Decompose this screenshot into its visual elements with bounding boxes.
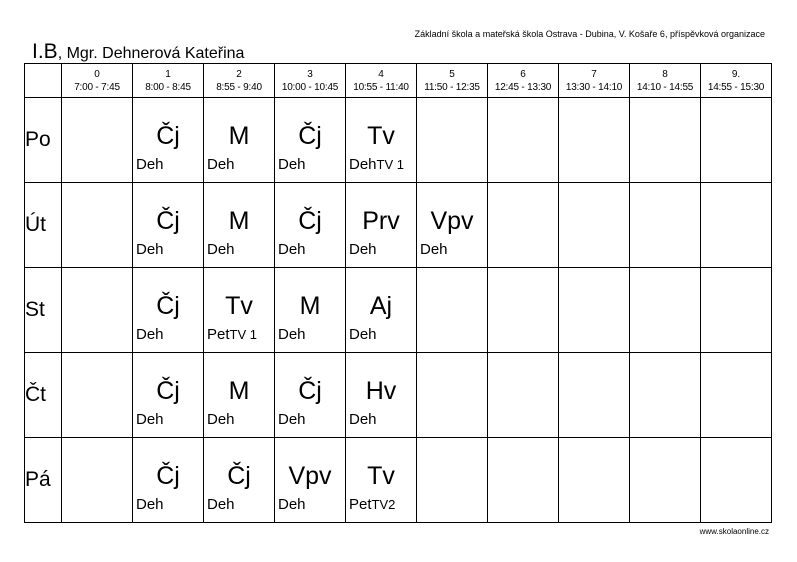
day-label: Pá [25, 438, 62, 523]
lesson-teacher: Deh [136, 411, 164, 428]
period-time: 7:00 - 7:45 [74, 81, 120, 93]
lesson-teacher: Deh [349, 156, 377, 173]
empty-cell [62, 98, 133, 183]
lesson-room: TV 1 [229, 327, 257, 342]
lesson-subject: Čj [227, 462, 251, 490]
lesson-cell [346, 268, 417, 353]
day-label: St [25, 268, 62, 353]
lesson-teacher: Deh [136, 156, 164, 173]
period-header [630, 64, 701, 98]
lesson-subject: Tv [225, 292, 253, 320]
day-row [25, 268, 772, 353]
lesson-teacher: Deh [278, 411, 306, 428]
class-name: I.B [32, 40, 58, 63]
period-header [701, 64, 772, 98]
empty-cell [62, 353, 133, 438]
lesson-cell [204, 438, 275, 523]
empty-cell [417, 353, 488, 438]
lesson-teacher-room [136, 411, 164, 429]
lesson-subject: Aj [369, 292, 393, 320]
lesson-cell [204, 353, 275, 438]
period-number: 7 [591, 68, 597, 80]
empty-cell [488, 438, 559, 523]
lesson-teacher-room [207, 326, 257, 344]
lesson-cell [275, 438, 346, 523]
lesson-teacher: Deh [278, 326, 306, 343]
lesson-subject: Čj [156, 462, 180, 490]
lesson-subject: Čj [298, 122, 322, 150]
period-header [488, 64, 559, 98]
empty-cell [62, 183, 133, 268]
empty-cell [417, 98, 488, 183]
lesson-teacher-room [349, 326, 377, 344]
day-label: Čt [25, 353, 62, 438]
lesson-teacher-room [349, 411, 377, 429]
lesson-subject: M [228, 207, 250, 235]
lesson-cell [133, 183, 204, 268]
lesson-teacher-room [207, 241, 235, 259]
lesson-teacher: Deh [136, 496, 164, 513]
lesson-teacher-room [136, 241, 164, 259]
day-row [25, 183, 772, 268]
empty-cell [630, 268, 701, 353]
period-header [204, 64, 275, 98]
empty-cell [701, 183, 772, 268]
empty-cell [488, 183, 559, 268]
lesson-cell [133, 98, 204, 183]
lesson-teacher: Deh [136, 326, 164, 343]
lesson-subject: Čj [156, 377, 180, 405]
period-number: 6 [520, 68, 526, 80]
day-label: Po [25, 98, 62, 183]
empty-cell [62, 268, 133, 353]
lesson-teacher-room [207, 411, 235, 429]
lesson-subject: M [299, 292, 321, 320]
period-time: 10:00 - 10:45 [281, 81, 339, 93]
period-header [275, 64, 346, 98]
empty-cell [630, 353, 701, 438]
day-row [25, 438, 772, 523]
lesson-teacher-room [207, 496, 235, 514]
lesson-cell [346, 183, 417, 268]
empty-cell [559, 438, 630, 523]
lesson-cell [204, 98, 275, 183]
lesson-subject: Čj [156, 292, 180, 320]
lesson-cell [275, 268, 346, 353]
lesson-subject: Čj [156, 122, 180, 150]
lesson-teacher-room [420, 241, 448, 259]
period-time: 13:30 - 14:10 [565, 81, 623, 93]
empty-cell [488, 98, 559, 183]
lesson-subject: Vpv [288, 462, 332, 490]
lesson-subject: Prv [362, 207, 400, 235]
empty-cell [417, 438, 488, 523]
period-number: 4 [378, 68, 384, 80]
empty-cell [630, 183, 701, 268]
day-row [25, 98, 772, 183]
empty-cell [701, 268, 772, 353]
period-header [346, 64, 417, 98]
lesson-cell [133, 268, 204, 353]
lesson-cell [346, 438, 417, 523]
lesson-teacher-room [278, 496, 306, 514]
period-time: 10:55 - 11:40 [353, 81, 409, 93]
lesson-cell [346, 353, 417, 438]
footer-url: www.skolaonline.cz [699, 527, 769, 536]
lesson-teacher: Deh [349, 326, 377, 343]
empty-cell [630, 438, 701, 523]
lesson-subject: Tv [367, 122, 395, 150]
lesson-cell [275, 353, 346, 438]
period-header [62, 64, 133, 98]
lesson-cell [204, 268, 275, 353]
period-header [559, 64, 630, 98]
lesson-teacher: Deh [349, 411, 377, 428]
lesson-room: TV 1 [376, 157, 404, 172]
lesson-teacher: Deh [420, 241, 448, 258]
period-time: 14:55 - 15:30 [707, 81, 765, 93]
corner-cell [25, 64, 62, 98]
timetable-heading [32, 40, 244, 64]
lesson-teacher-room [278, 326, 306, 344]
period-header [133, 64, 204, 98]
day-label: Út [25, 183, 62, 268]
lesson-teacher-room [349, 496, 395, 514]
lesson-cell [275, 98, 346, 183]
empty-cell [701, 98, 772, 183]
empty-cell [630, 98, 701, 183]
period-number: 1 [165, 68, 171, 80]
lesson-cell [275, 183, 346, 268]
lesson-cell [417, 183, 488, 268]
empty-cell [62, 438, 133, 523]
class-teacher: , Mgr. Dehnerová Kateřina [57, 45, 245, 62]
empty-cell [559, 268, 630, 353]
lesson-subject: Hv [365, 377, 397, 405]
lesson-teacher: Deh [136, 241, 164, 258]
lesson-teacher: Deh [349, 241, 377, 258]
lesson-cell [133, 353, 204, 438]
empty-cell [417, 268, 488, 353]
lesson-teacher: Deh [278, 496, 306, 513]
empty-cell [488, 353, 559, 438]
lesson-subject: Čj [298, 377, 322, 405]
empty-cell [559, 98, 630, 183]
empty-cell [559, 183, 630, 268]
lesson-teacher: Deh [207, 411, 235, 428]
lesson-teacher: Deh [207, 241, 235, 258]
lesson-teacher: Deh [278, 241, 306, 258]
lesson-teacher-room [136, 156, 164, 174]
lesson-teacher-room [278, 241, 306, 259]
period-time: 14:10 - 14:55 [636, 81, 694, 93]
lesson-teacher-room [278, 411, 306, 429]
lesson-cell [204, 183, 275, 268]
empty-cell [559, 353, 630, 438]
empty-cell [701, 438, 772, 523]
period-header [417, 64, 488, 98]
lesson-teacher-room [136, 496, 164, 514]
lesson-subject: M [228, 377, 250, 405]
lesson-teacher-room [349, 241, 377, 259]
timetable-grid [24, 63, 772, 523]
lesson-cell [346, 98, 417, 183]
day-row [25, 353, 772, 438]
period-number: 9. [731, 68, 741, 80]
lesson-teacher-room [278, 156, 306, 174]
school-name: Základní škola a mateřská škola Ostrava - Dubina, V. Košaře 6, příspěvková organizace [414, 29, 765, 39]
lesson-teacher: Deh [278, 156, 306, 173]
lesson-cell [133, 438, 204, 523]
empty-cell [701, 353, 772, 438]
lesson-subject: Tv [367, 462, 395, 490]
lesson-teacher: Pet [349, 496, 372, 513]
lesson-teacher-room [207, 156, 235, 174]
period-number: 2 [236, 68, 242, 80]
period-time: 11:50 - 12:35 [424, 81, 480, 93]
period-number: 5 [449, 68, 455, 80]
timetable-body [25, 98, 772, 523]
period-number: 3 [307, 68, 313, 80]
lesson-teacher-room [136, 326, 164, 344]
lesson-teacher: Pet [207, 326, 230, 343]
lesson-subject: Čj [156, 207, 180, 235]
empty-cell [488, 268, 559, 353]
period-time: 8:00 - 8:45 [145, 81, 191, 93]
period-time: 12:45 - 13:30 [494, 81, 552, 93]
period-number: 8 [662, 68, 668, 80]
period-number: 0 [94, 68, 100, 80]
lesson-subject: M [228, 122, 250, 150]
lesson-room: TV2 [371, 497, 396, 512]
period-header-row [25, 64, 772, 98]
lesson-subject: Čj [298, 207, 322, 235]
lesson-teacher: Deh [207, 156, 235, 173]
lesson-teacher-room [349, 156, 404, 174]
lesson-subject: Vpv [430, 207, 474, 235]
period-time: 8:55 - 9:40 [216, 81, 262, 93]
lesson-teacher: Deh [207, 496, 235, 513]
